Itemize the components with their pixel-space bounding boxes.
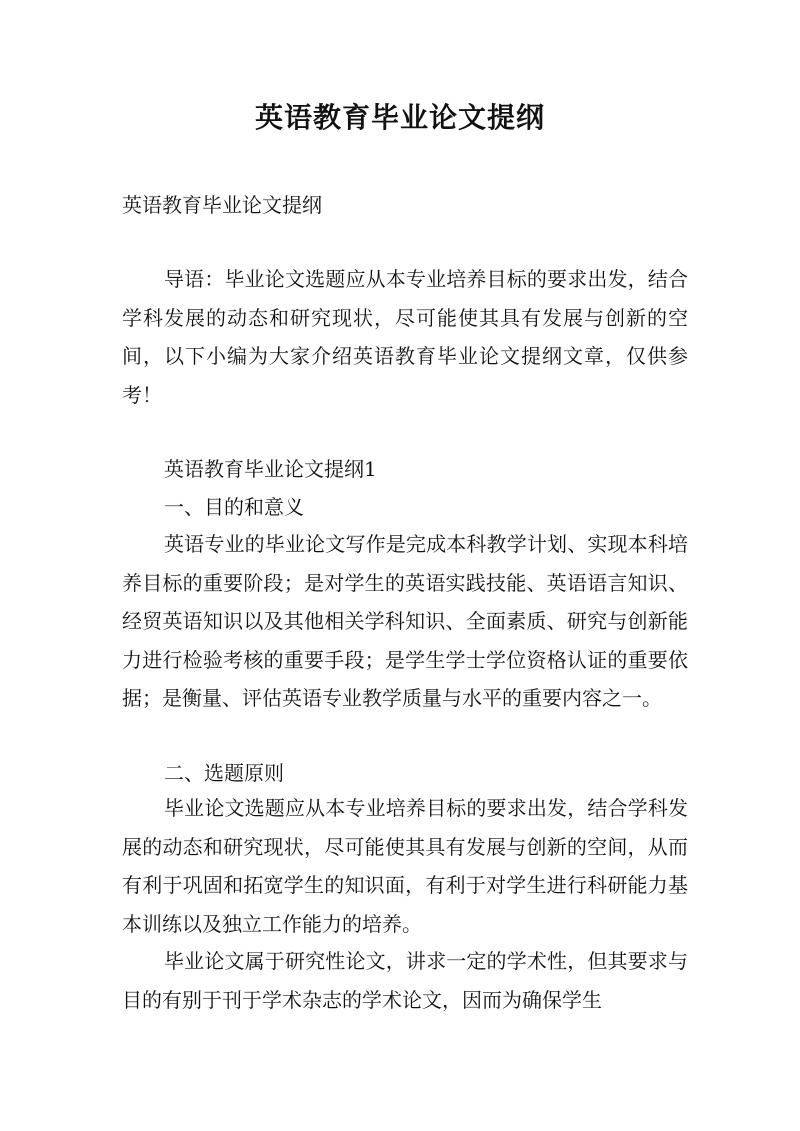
paragraph-principles (122, 789, 688, 943)
paragraph-purpose (122, 525, 688, 718)
document-subtitle: 英语教育毕业论文提纲 (122, 193, 322, 217)
paragraph-purpose-text: 英语专业的毕业论文写作是完成本科教学计划、实现本科培养目标的重要阶段；是对学生的英语实践技能、英语语言知识、经贸英语知识以及其他相关学科知识、全面素质、研究与创新能力进行检验考核的重要手段；是学生学士学位资格认证的重要依据；是衡量、评估英语专业教学质量与水平的重要内容之一。 (122, 532, 688, 711)
heading-purpose: 一、目的和意义 (164, 495, 304, 519)
intro-paragraph (122, 260, 688, 414)
paragraph-nature (122, 942, 688, 1019)
intro-text: 导语：毕业论文选题应从本专业培养目标的要求出发，结合学科发展的动态和研究现状，尽可能使其具有发展与创新的空间，以下小编为大家介绍英语教育毕业论文提纲文章，仅供参考！ (122, 267, 688, 407)
paragraph-principles-text: 毕业论文选题应从本专业培养目标的要求出发，结合学科发展的动态和研究现状，尽可能使其具有发展与创新的空间，从而有利于巩固和拓宽学生的知识面，有利于对学生进行科研能力基本训练以及独立工作能力的培养。 (122, 796, 688, 936)
section-title: 英语教育毕业论文提纲1 (164, 457, 377, 481)
document-title: 英语教育毕业论文提纲 (254, 101, 545, 134)
heading-principles: 二、选题原则 (164, 761, 284, 785)
paragraph-nature-text: 毕业论文属于研究性论文，讲求一定的学术性，但其要求与目的有别于刊于学术杂志的学术论文，因而为确保学生 (122, 949, 688, 1012)
